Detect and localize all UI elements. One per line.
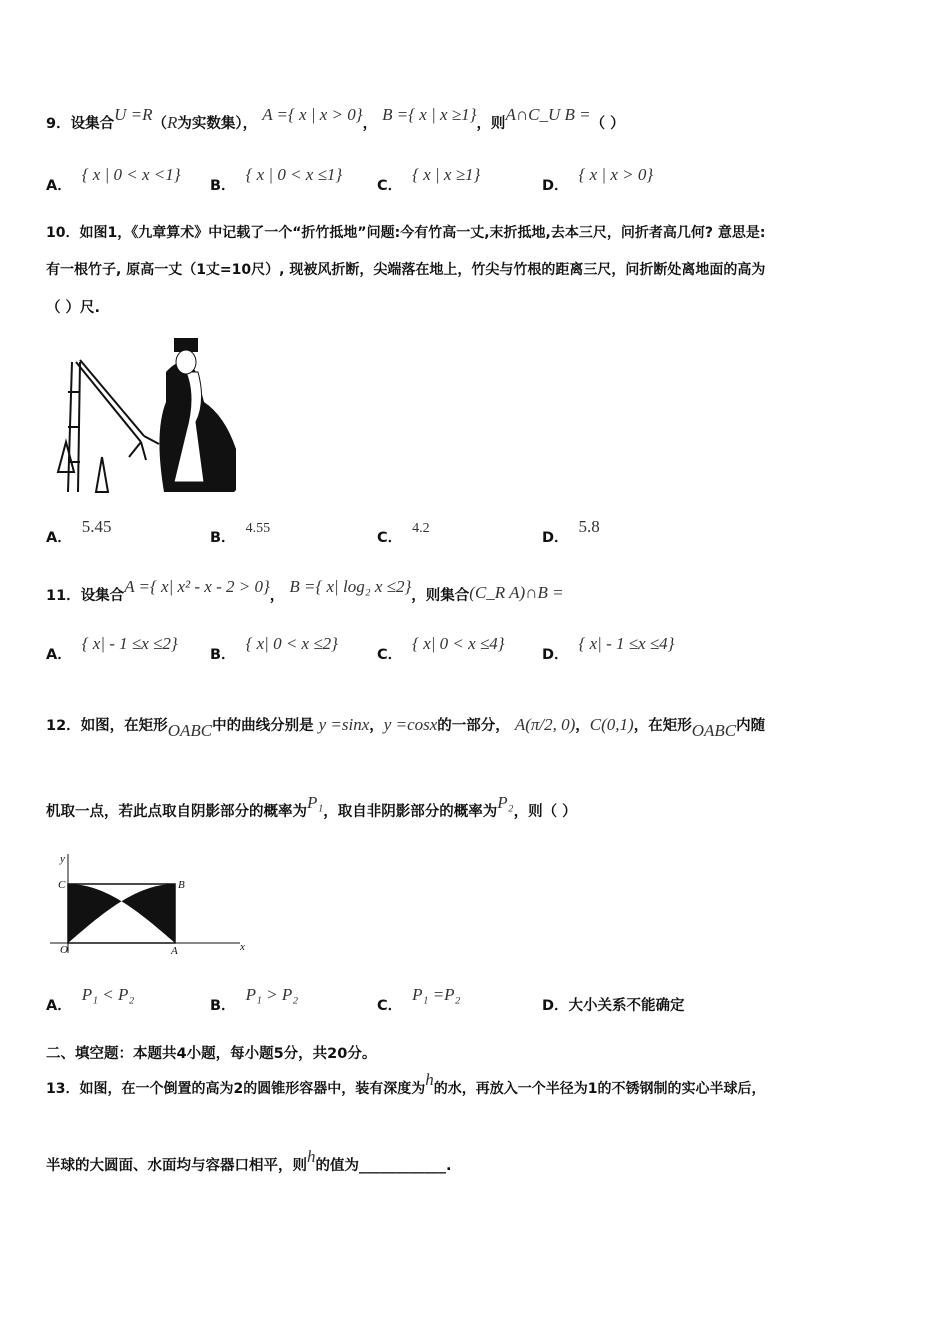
math: h (307, 1147, 316, 1166)
text: 内随 (736, 718, 766, 734)
option-label: D． (542, 530, 569, 546)
q12-option-a[interactable] (46, 985, 135, 1015)
option-value: 大小关系不能确定 (568, 998, 685, 1014)
option-label: C． (377, 178, 403, 194)
option-label: B． (210, 998, 236, 1014)
label-b: B (178, 879, 185, 891)
math: A ={ x | x > 0} (262, 105, 363, 124)
shaded-region (68, 884, 175, 943)
math: OABC (167, 721, 213, 740)
text: ， (362, 116, 378, 132)
option-label: B． (210, 530, 236, 546)
label-c: C (58, 879, 66, 891)
text: ，在矩形 (633, 718, 692, 734)
math: A∩C_U B = (505, 105, 591, 124)
text: 设集合 (70, 116, 115, 132)
text: （ (152, 116, 167, 132)
text: 机取一点，若此点取自阴影部分的概率为 (46, 804, 307, 820)
option-value: { x | x > 0} (578, 165, 654, 184)
option-value: 5.8 (578, 517, 600, 536)
option-label: B． (210, 178, 236, 194)
q9-option-a[interactable] (46, 165, 181, 195)
option-label: D． (542, 178, 569, 194)
option-value: { x| - 1 ≤x ≤2} (81, 634, 178, 653)
option-value: { x| - 1 ≤x ≤4} (578, 634, 675, 653)
text: 设集合 (80, 588, 125, 604)
q10-option-a[interactable] (46, 517, 112, 547)
q11-option-c[interactable] (377, 634, 505, 664)
math: A(π/2, 0) (514, 715, 576, 734)
q10-option-c[interactable] (377, 521, 430, 547)
text: ， (369, 718, 384, 734)
text: （ ） (590, 116, 625, 132)
section-heading: 二、填空题：本题共4小题，每小题5分，共20分。 (46, 1046, 377, 1062)
text: 的值为 (315, 1158, 359, 1174)
q12-stem-line2 (46, 793, 577, 821)
option-label: A． (46, 998, 72, 1014)
text: ， (575, 718, 590, 734)
q11-option-b[interactable] (210, 634, 338, 664)
q10-line2: 有一根竹子, 原高一丈（1丈=10尺）, 现被风折断，尖端落在地上，竹尖与竹根的距离三尺，问折断处离地面的高为 (46, 262, 766, 278)
math: A ={ x| x² - x - 2 > 0} (124, 577, 270, 596)
math: R (166, 113, 178, 132)
q11-option-a[interactable] (46, 634, 178, 664)
math: (C_R A)∩B = (469, 583, 564, 602)
q9-stem (46, 105, 625, 133)
option-label: D． (542, 647, 569, 663)
text: 半球的大圆面、水面均与容器口相平，则 (46, 1158, 307, 1174)
option-value: { x| 0 < x ≤2} (245, 634, 338, 653)
option-label: C． (377, 530, 403, 546)
text: 13．如图，在一个倒置的高为2的圆锥形容器中，装有深度为 (46, 1081, 426, 1097)
text: 如图，在矩形 (80, 718, 168, 734)
math: OABC (691, 721, 737, 740)
math: y =cosx (383, 715, 438, 734)
text: ，则集合 (411, 588, 470, 604)
text: ， (269, 588, 285, 604)
math: y =sinx (318, 715, 370, 734)
text: ，则（ ） (513, 804, 577, 820)
q12-option-c[interactable] (377, 985, 461, 1015)
label-o: O (60, 944, 68, 956)
text: ，则 (476, 116, 506, 132)
q-number: 9． (46, 116, 71, 132)
option-value: P₁ =P₂ (412, 985, 461, 1004)
math: B ={ x | x ≥1} (382, 105, 477, 124)
math: h (425, 1070, 434, 1089)
math: B ={ x| log₂ x ≤2} (289, 577, 412, 596)
q9-option-d[interactable] (542, 165, 654, 195)
q13-line1 (46, 1070, 766, 1098)
label-x: x (240, 941, 245, 953)
q12-stem-line1 (46, 714, 766, 740)
q-number: 12． (46, 718, 81, 734)
rectangle-curves-figure (40, 848, 250, 958)
option-value: P₁ < P₂ (81, 985, 135, 1004)
answer-blank[interactable]: ____________ (359, 1158, 446, 1174)
q13-line2 (46, 1147, 452, 1175)
text: . (446, 1158, 452, 1174)
q11-option-d[interactable] (542, 634, 675, 664)
q12-option-b[interactable] (210, 985, 299, 1015)
option-value: { x| 0 < x ≤4} (412, 634, 505, 653)
math: U =R (114, 105, 153, 124)
text: 为实数集）， (177, 116, 258, 132)
q9-option-c[interactable] (377, 165, 481, 195)
option-label: D． (542, 998, 569, 1014)
option-value: 4.2 (412, 521, 430, 536)
q-number: 11． (46, 588, 81, 604)
option-value: { x | 0 < x <1} (81, 165, 181, 184)
math: P₂ (497, 793, 514, 812)
option-label: B． (210, 647, 236, 663)
text: 中的曲线分别是 (212, 718, 314, 734)
option-label: C． (377, 647, 403, 663)
math: P₁ (307, 793, 324, 812)
option-label: C． (377, 998, 403, 1014)
q10-option-d[interactable] (542, 517, 600, 547)
q11-stem (46, 577, 564, 605)
text: 的一部分， (437, 718, 510, 734)
q10-option-b[interactable] (210, 521, 271, 547)
q12-option-d[interactable] (542, 994, 685, 1015)
text: 的水，再放入一个半径为1的不锈钢制的实心半球后， (433, 1081, 766, 1097)
label-a: A (171, 945, 178, 957)
option-value: P₁ > P₂ (245, 985, 299, 1004)
q10-line3: （ ）尺. (46, 300, 101, 316)
option-value: 4.55 (245, 521, 271, 536)
bamboo-scholar-illustration (46, 332, 236, 497)
text: ，取自非阴影部分的概率为 (323, 804, 498, 820)
option-value: 5.45 (81, 517, 112, 536)
option-label: A． (46, 530, 72, 546)
q10-line1: 10．如图1，《九章算术》中记载了一个“折竹抵地”问题:今有竹高一丈,末折抵地,去本三尺，问折者高几何? 意思是: (46, 225, 766, 241)
option-value: { x | 0 < x ≤1} (245, 165, 343, 184)
option-value: { x | x ≥1} (412, 165, 481, 184)
option-label: A． (46, 178, 72, 194)
q9-option-b[interactable] (210, 165, 343, 195)
label-y: y (60, 853, 65, 865)
option-label: A． (46, 647, 72, 663)
math: C(0,1) (589, 715, 634, 734)
